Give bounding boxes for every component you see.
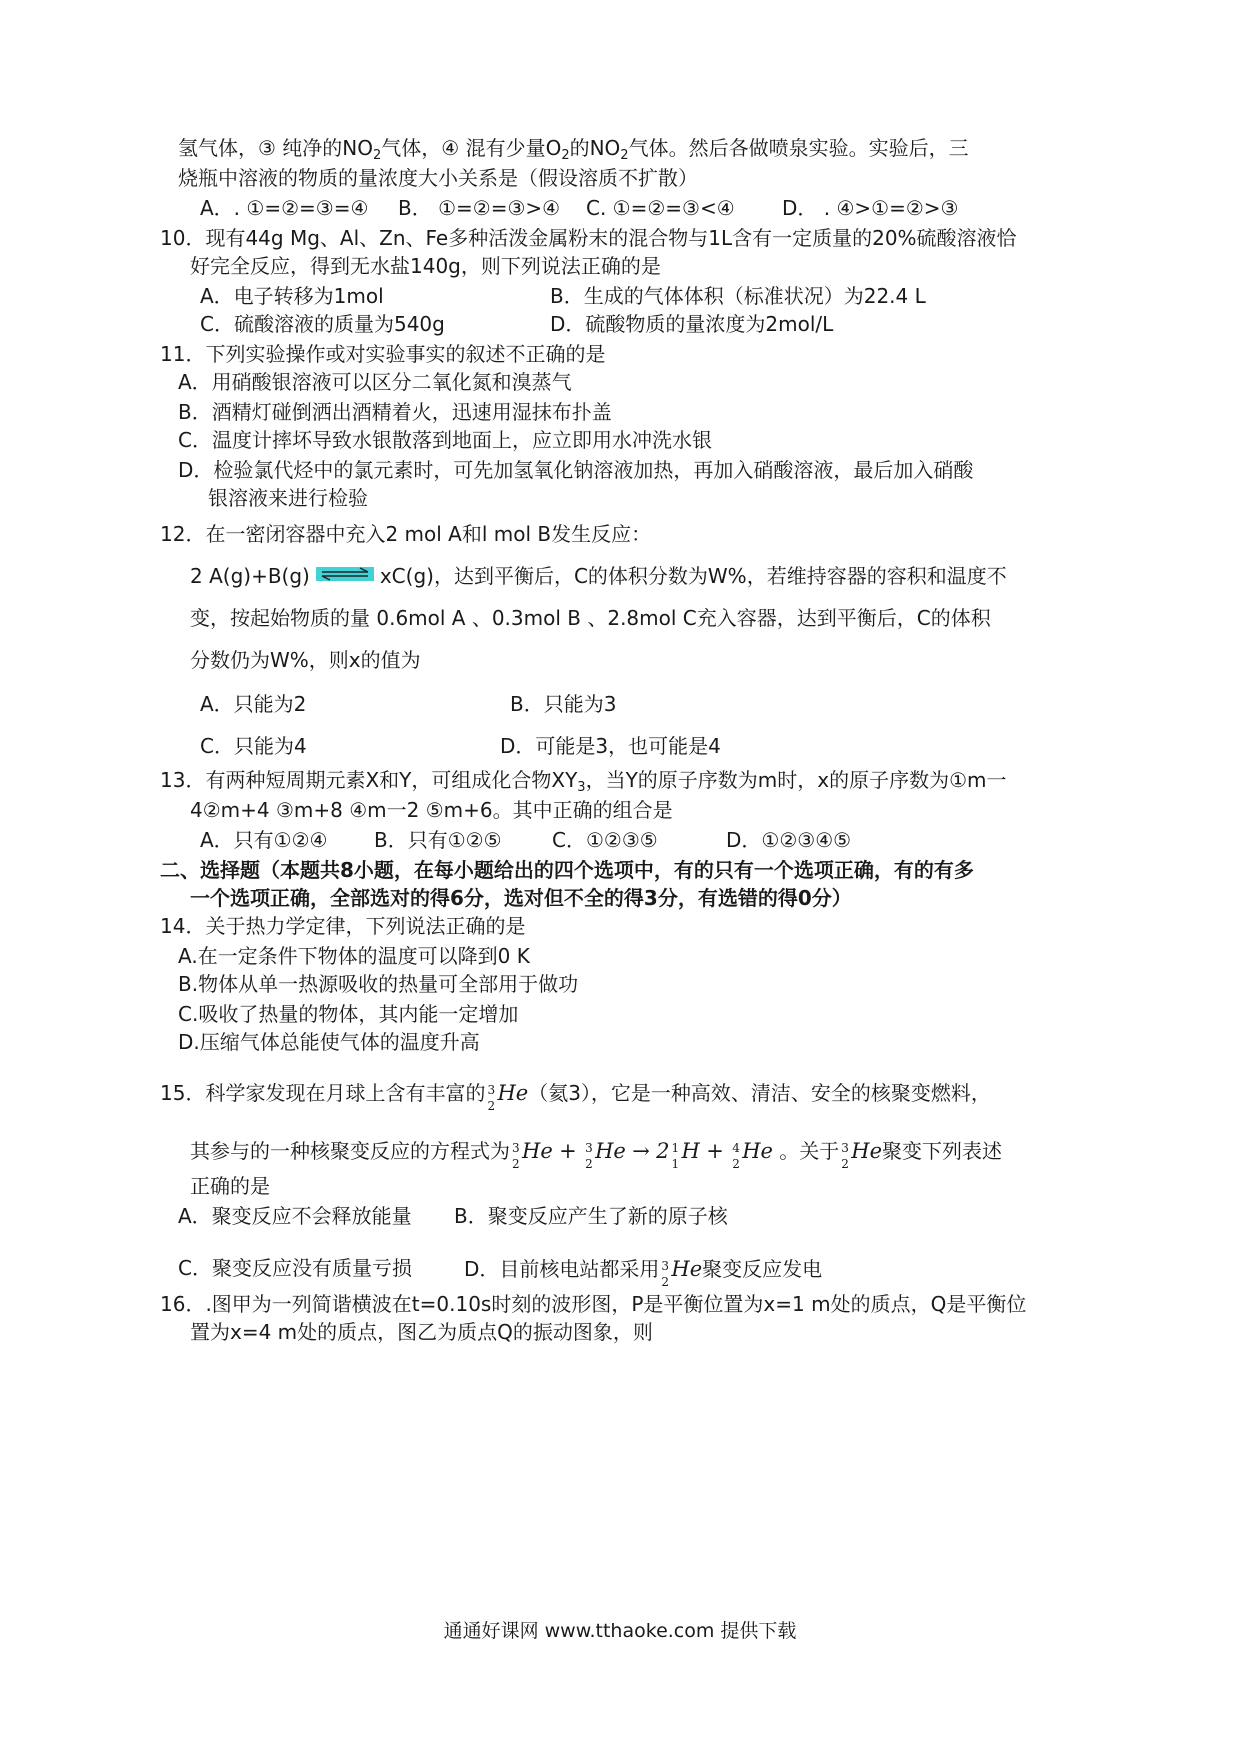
symbol: He <box>497 1081 529 1105</box>
reaction-line <box>190 1136 1003 1171</box>
option-b: B．酒精灯碰倒洒出酒精着火，迅速用湿抹布扑盖 <box>178 400 612 424</box>
option-b: B．聚变反应产生了新的原子核 <box>454 1204 728 1228</box>
text-line: 4②m+4 ③m+8 ④m一2 ⑤m+6。其中正确的组合是 <box>190 798 673 822</box>
symbol: He <box>742 1139 773 1163</box>
question-14: 14．关于热力学定律，下列说法正确的是 <box>160 914 526 938</box>
text-line: 正确的是 <box>190 1174 270 1198</box>
symbol: He <box>522 1139 553 1163</box>
text-line: 银溶液来进行检验 <box>208 486 368 510</box>
page-footer: 通通好课网 www.tthaoke.com 提供下载 <box>443 1620 797 1642</box>
plus-sign: + <box>706 1139 724 1163</box>
option-d: D.压缩气体总能使气体的温度升高 <box>178 1030 480 1054</box>
text: D．目前核电站都采用 <box>464 1257 660 1281</box>
nuclide-he3: 3 2 <box>841 1141 849 1171</box>
equilibrium-arrow-icon <box>316 567 374 581</box>
option-d: D． . ④>①=②>③ <box>782 196 959 220</box>
text: 氢气体，③ 纯净的NO <box>178 136 373 160</box>
text: 气体。然后各做喷泉实验。实验后，三 <box>628 136 969 160</box>
option-a: A．电子转移为1mol <box>200 284 384 308</box>
option-d <box>464 1254 823 1289</box>
text-line: 置为x=4 m处的质点，图乙为质点Q的振动图象，则 <box>190 1320 653 1344</box>
option-b: B． ①=②=③>④ <box>398 196 561 220</box>
text-line: 变，按起始物质的量 0.6mol A 、0.3mol B 、2.8mol C充入容器，达到平衡后，C的体积 <box>190 606 991 630</box>
subscript: 2 <box>373 148 382 163</box>
text: 2 A(g)+B(g) <box>190 564 310 588</box>
equation-line <box>190 562 1007 590</box>
nuclide-he4: 4 2 <box>732 1141 740 1171</box>
option-a: A．只能为2 <box>200 692 307 716</box>
text: 聚变下列表述 <box>882 1139 1003 1163</box>
option-a: A．. ①=②=③=④ <box>200 196 369 220</box>
question-10: 10．现有44g Mg、Al、Zn、Fe多种活泼金属粉末的混合物与1L含有一定质量的20%硫酸溶液恰 <box>160 226 1017 250</box>
symbol: He <box>671 1257 703 1281</box>
option-d: D．硫酸物质的量浓度为2mol/L <box>550 312 834 336</box>
subscript: 3 <box>577 780 586 795</box>
text: ，当Y的原子序数为m时，x的原子序数为①m一 <box>585 768 1007 792</box>
nuclide-he3: 3 2 <box>512 1141 520 1171</box>
option-c: C．只能为4 <box>200 734 307 758</box>
option-d: D．可能是3，也可能是4 <box>500 734 721 758</box>
text: 13．有两种短周期元素X和Y，可组成化合物XY <box>160 768 578 792</box>
nuclide-he3: 3 2 <box>487 1083 496 1113</box>
option-a: A.在一定条件下物体的温度可以降到0 K <box>178 944 530 968</box>
option-b: B．只能为3 <box>510 692 617 716</box>
nuclide-he3: 3 2 <box>661 1259 670 1289</box>
option-b: B．只有①②⑤ <box>374 828 502 852</box>
option-c: C．温度计摔坏导致水银散落到地面上，应立即用水冲洗水银 <box>178 428 712 452</box>
option-b: B.物体从单一热源吸收的热量可全部用于做功 <box>178 972 579 996</box>
option-b: B．生成的气体体积（标准状况）为22.4 L <box>550 284 926 308</box>
option-a: A．用硝酸银溶液可以区分二氧化氮和溴蒸气 <box>178 370 572 394</box>
symbol: He <box>851 1139 883 1163</box>
text: 气体，④ 混有少量O <box>381 136 562 160</box>
section-heading: 二、选择题（本题共8小题，在每小题给出的四个选项中，有的只有一个选项正确，有的有多 <box>160 858 974 882</box>
text: 聚变反应发电 <box>702 1257 823 1281</box>
question-12: 12．在一密闭容器中充入2 mol A和l mol B发生反应： <box>160 522 652 546</box>
text: （氦3），它是一种高效、清洁、安全的核聚变燃料， <box>528 1081 991 1105</box>
option-c: C. ①=②=③<④ <box>586 196 735 220</box>
section-heading-cont: 一个选项正确，全部选对的得6分，选对但不全的得3分，有选错的得0分） <box>190 886 852 910</box>
symbol: He <box>595 1139 626 1163</box>
text-line: 烧瓶中溶液的物质的量浓度大小关系是（假设溶质不扩散） <box>178 166 698 190</box>
option-a: A．聚变反应不会释放能量 <box>178 1204 412 1228</box>
text: 其参与的一种核聚变反应的方程式为 <box>190 1139 510 1163</box>
text: 。关于 <box>779 1139 840 1163</box>
text: xC(g)，达到平衡后，C的体积分数为W%，若维持容器的容积和温度不 <box>379 564 1007 588</box>
option-a: A．只有①②④ <box>200 828 328 852</box>
question-16: 16．.图甲为一列简谐横波在t=0.10s时刻的波形图，P是平衡位置为x=1 m处的质点，Q是平衡位 <box>160 1292 1027 1316</box>
option-d: D．①②③④⑤ <box>726 828 852 852</box>
symbol: H <box>681 1139 700 1163</box>
text-line: 好完全反应，得到无水盐140g，则下列说法正确的是 <box>190 254 661 278</box>
question-11: 11．下列实验操作或对实验事实的叙述不正确的是 <box>160 342 606 366</box>
coefficient: 2 <box>656 1139 670 1163</box>
option-d: D．检验氯代烃中的氯元素时，可先加氢氧化钠溶液加热，再加入硝酸溶液，最后加入硝酸 <box>178 458 974 482</box>
arrow-icon: → <box>632 1139 650 1163</box>
subscript: 2 <box>561 148 570 163</box>
nuclide-h1: 1 1 <box>671 1141 680 1171</box>
text: 15．科学家发现在月球上含有丰富的 <box>160 1081 486 1105</box>
subscript: 2 <box>620 148 629 163</box>
text-line: 分数仍为W%，则x的值为 <box>190 648 421 672</box>
text: 的NO <box>569 136 621 160</box>
option-c: C．聚变反应没有质量亏损 <box>178 1256 412 1280</box>
nuclide-he3: 3 2 <box>585 1141 593 1171</box>
option-c: C．硫酸溶液的质量为540g <box>200 312 445 336</box>
plus-sign: + <box>559 1139 577 1163</box>
option-c: C.吸收了热量的物体，其内能一定增加 <box>178 1002 519 1026</box>
question-15 <box>160 1078 991 1113</box>
option-c: C．①②③⑤ <box>552 828 658 852</box>
